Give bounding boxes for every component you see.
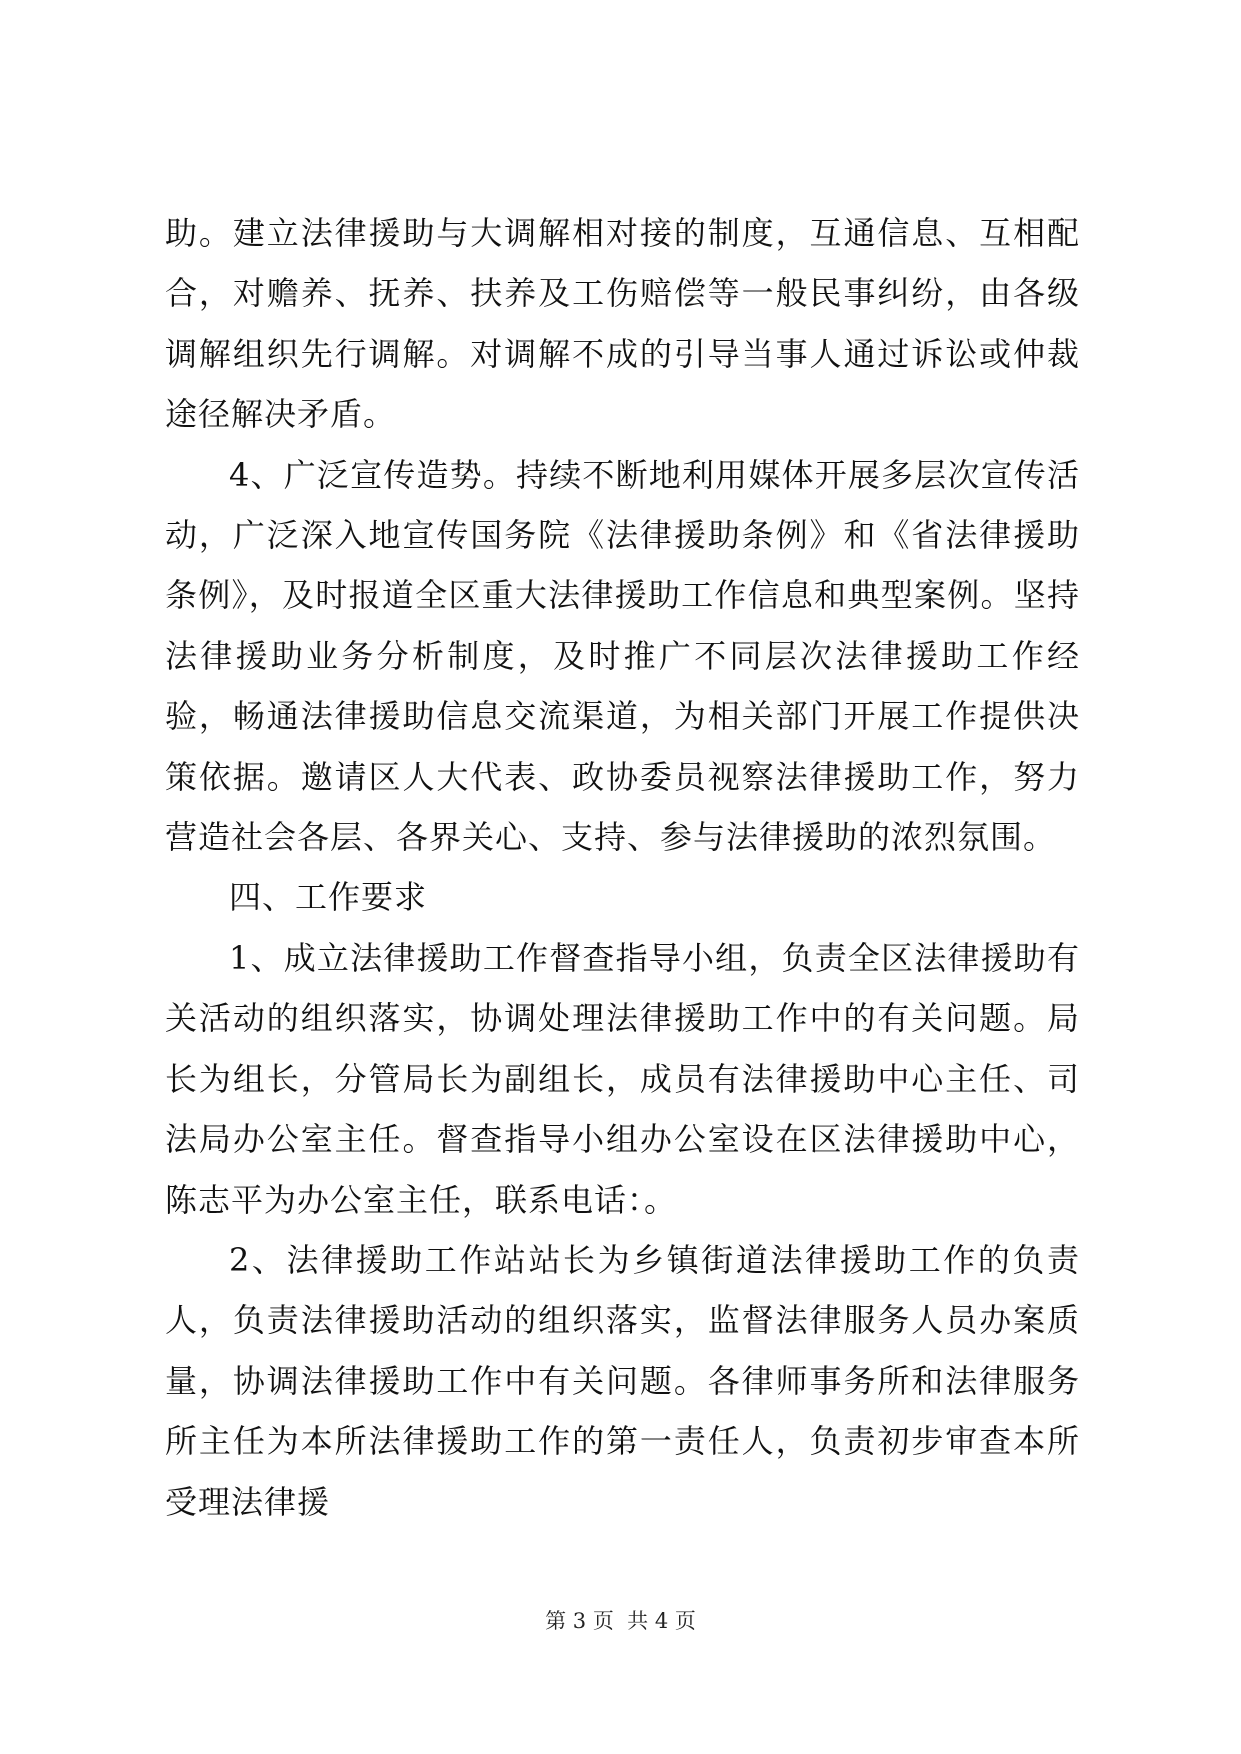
paragraph-requirement-2: 2、法律援助工作站站长为乡镇街道法律援助工作的负责人，负责法律援助活动的组织落实，监督法律服务人员办案质量，协调法律援助工作中有关问题。各律师事务所和法律服务所主任为本所法律援助工作的第一责任人，负责初步审查本所受理法律援 <box>165 1240 1080 1521</box>
paragraph-requirement-1: 1、成立法律援助工作督查指导小组，负责全区法律援助有关活动的组织落实，协调处理法律援助工作中的有关问题。局长为组长，分管局长为副组长，成员有法律援助中心主任、司法局办公室主任。督查指导小组办公室设在区法律援助中心，陈志平为办公室主任，联系电话：。 <box>165 938 1080 1219</box>
page-number-footer: 第 3 页 共 4 页 <box>545 1609 696 1633</box>
paragraph-item-4: 4、广泛宣传造势。持续不断地利用媒体开展多层次宣传活动，广泛深入地宣传国务院《法律援助条例》和《省法律援助条例》，及时报道全区重大法律援助工作信息和典型案例。坚持法律援助业务分析制度，及时推广不同层次法律援助工作经验，畅通法律援助信息交流渠道，为相关部门开展工作提供决策依据。邀请区人大代表、政协委员视察法律援助工作，努力营造社会各层、各界关心、支持、参与法律援助的浓烈氛围。 <box>165 455 1080 857</box>
document-body <box>165 203 1080 1532</box>
paragraph-continuation: 助。建立法律援助与大调解相对接的制度，互通信息、互相配合，对赡养、抚养、扶养及工伤赔偿等一般民事纠纷，由各级调解组织先行调解。对调解不成的引导当事人通过诉讼或仲裁途径解决矛盾。 <box>165 214 1080 434</box>
section-heading-work-requirements: 四、工作要求 <box>229 878 428 917</box>
